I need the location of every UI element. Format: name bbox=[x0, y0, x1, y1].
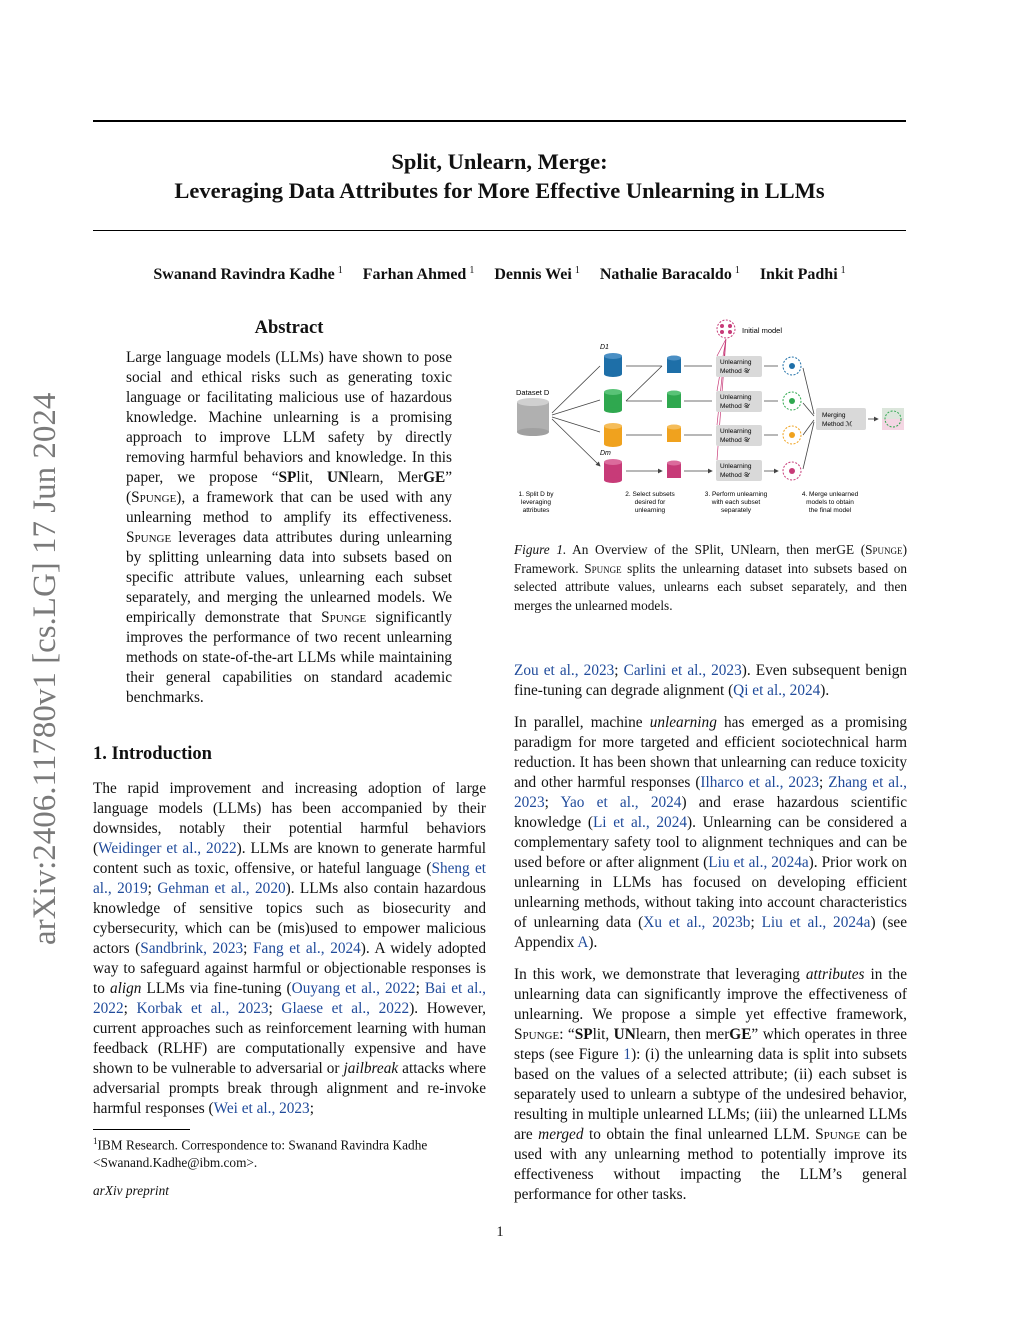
svg-text:desired for: desired for bbox=[634, 499, 666, 506]
unlearned-model-icon bbox=[783, 392, 801, 410]
initial-model-icon bbox=[717, 320, 735, 338]
citation-link[interactable]: Sandbrink, 2023 bbox=[140, 940, 244, 957]
svg-text:Unlearning: Unlearning bbox=[720, 463, 752, 470]
title-rule-top bbox=[93, 120, 906, 122]
citation-link[interactable]: Yao et al., 2024 bbox=[560, 794, 682, 811]
svg-text:Method 𝒰: Method 𝒰 bbox=[720, 403, 750, 410]
citation-link[interactable]: Xu et al., 2023b bbox=[643, 914, 751, 931]
citation-link[interactable]: Weidinger et al., 2022 bbox=[98, 840, 237, 857]
step-label-3 bbox=[705, 491, 768, 514]
svg-text:Unlearning: Unlearning bbox=[720, 359, 752, 366]
citation-link[interactable]: Zhang et al., 2023 bbox=[514, 774, 907, 811]
citation-link[interactable]: Korbak et al., 2023 bbox=[136, 1000, 269, 1017]
author: Nathalie Baracaldo $^1$ bbox=[599, 265, 740, 284]
selected-subset-icon bbox=[667, 356, 681, 374]
citation-link[interactable]: Ouyang et al., 2022 bbox=[291, 980, 416, 997]
citation-link[interactable]: Li et al., 2024 bbox=[592, 814, 687, 831]
svg-text:4. Merge unlearned: 4. Merge unlearned bbox=[801, 491, 859, 498]
svg-text:2. Select subsets: 2. Select subsets bbox=[625, 491, 675, 498]
citation-link[interactable]: Gehman et al., 2020 bbox=[157, 880, 286, 897]
subset-cylinder-icon bbox=[604, 423, 622, 447]
figure-link[interactable]: 1 bbox=[623, 1046, 632, 1063]
step-label-1 bbox=[518, 491, 554, 514]
author-list bbox=[93, 265, 906, 284]
svg-text:leveraging: leveraging bbox=[521, 499, 551, 506]
author: Farhan Ahmed $^1$ bbox=[362, 265, 475, 284]
unlearned-model-icon bbox=[783, 357, 801, 375]
figure-1-caption: Figure 1. An Overview of the SPlit, UNlearn, then merGE (Spunge) Framework. Spunge splits the unlearning dataset into subsets based on selected attribute values, unlearns each subset separately, and then merges the unlearned models. bbox=[514, 542, 907, 613]
svg-text:separately: separately bbox=[721, 507, 751, 514]
citation-link[interactable]: Ilharco et al., 2023 bbox=[700, 774, 819, 791]
subset-cylinder-icon bbox=[604, 459, 622, 483]
unlearning-method-box bbox=[716, 391, 762, 412]
svg-text:unlearning: unlearning bbox=[634, 507, 666, 514]
merging-method-box bbox=[816, 408, 866, 430]
abstract-heading: Abstract bbox=[254, 318, 324, 338]
svg-text:1. Split D by: 1. Split D by bbox=[518, 491, 554, 498]
citation-link[interactable]: Zou et al., 2023 bbox=[514, 662, 615, 679]
unlearned-model-icon bbox=[783, 462, 801, 480]
footnote-rule bbox=[93, 1129, 190, 1130]
unlearned-model-icon bbox=[783, 426, 801, 444]
right-column-text bbox=[514, 661, 907, 1217]
unlearning-method-box bbox=[716, 460, 762, 481]
svg-text:attributes: attributes bbox=[522, 507, 550, 514]
author: Dennis Wei $^1$ bbox=[494, 265, 580, 284]
arxiv-identifier: arXiv:2406.11780v1 [cs.LG] 17 Jun 2024 bbox=[27, 392, 63, 945]
citation-link[interactable]: Fang et al., 2024 bbox=[253, 940, 361, 957]
citation-link[interactable]: Liu et al., 2024a bbox=[761, 914, 871, 931]
appendix-link[interactable]: A bbox=[577, 934, 589, 951]
svg-text:Merging: Merging bbox=[822, 412, 846, 419]
paragraph: In parallel, machine unlearning has emerged as a promising paradigm for more targeted and efficient sociotechnical harm reduction. It has been shown that unlearning can reduce toxicity and other harmful responses (Ilharco et al., 2023; Zhang et al., 2023; Yao et al., 2024) and erase hazardous scientific knowledge (Li et al., 2024). Unlearning can be considered a complementary safety tool to alignment techniques and can be used before or after alignment (Liu et al., 2024a). Prior work on unlearning in LLMs has focused on developing efficient unlearning methods, without taking into account characteristics of unlearning data (Xu et al., 2023b; Liu et al., 2024a) (see Appendix A). bbox=[514, 714, 908, 951]
svg-text:models to obtain: models to obtain bbox=[806, 499, 854, 506]
unlearning-method-box bbox=[716, 356, 762, 377]
citation-link[interactable]: Liu et al., 2024a bbox=[708, 854, 809, 871]
citation-link[interactable]: Glaese et al., 2022 bbox=[281, 1000, 410, 1017]
svg-text:Method 𝒰: Method 𝒰 bbox=[720, 368, 750, 375]
paragraph: Zou et al., 2023; Carlini et al., 2023). Even subsequent benign fine-tuning can degrade alignment (Qi et al., 2024). bbox=[514, 662, 907, 699]
subset-dm-label: Dm bbox=[600, 450, 611, 457]
subset-cylinder-icon bbox=[604, 389, 622, 413]
dataset-label: Dataset D bbox=[516, 388, 550, 397]
footer-venue: arXiv preprint bbox=[93, 1183, 169, 1198]
svg-text:Unlearning: Unlearning bbox=[720, 428, 752, 435]
title-rule-bottom bbox=[93, 230, 906, 231]
selected-subset-icon bbox=[667, 461, 681, 479]
author: Swanand Ravindra Kadhe $^1$ bbox=[153, 265, 343, 284]
left-column-text bbox=[93, 779, 486, 1131]
subset-d1-label: D1 bbox=[600, 344, 609, 351]
final-model-icon bbox=[882, 408, 904, 430]
page-number: 1 bbox=[496, 1224, 504, 1240]
unlearning-method-box bbox=[716, 425, 762, 446]
svg-text:Method 𝒰: Method 𝒰 bbox=[720, 437, 750, 444]
citation-link[interactable]: Wei et al., 2023 bbox=[213, 1100, 310, 1117]
svg-text:3. Perform unlearning: 3. Perform unlearning bbox=[704, 491, 768, 498]
section-heading-introduction: 1. Introduction bbox=[93, 744, 212, 764]
svg-text:Method ℳ: Method ℳ bbox=[822, 421, 853, 428]
svg-text:the final model: the final model bbox=[808, 507, 852, 514]
figure-1-diagram bbox=[512, 318, 912, 523]
svg-text:Unlearning: Unlearning bbox=[720, 394, 752, 401]
selected-subset-icon bbox=[667, 391, 681, 409]
citation-link[interactable]: Bai et al., 2022 bbox=[93, 980, 486, 1017]
citation-link[interactable]: Carlini et al., 2023 bbox=[623, 662, 742, 679]
subset-cylinder-icon bbox=[604, 353, 622, 377]
svg-text:Method 𝒰: Method 𝒰 bbox=[720, 472, 750, 479]
initial-model-label: Initial model bbox=[742, 326, 783, 335]
footnote: $^1$IBM Research. Correspondence to: Swanand Ravindra Kadhe <Swanand.Kadhe@ibm.com>. bbox=[93, 1136, 428, 1171]
step-label-2 bbox=[625, 491, 675, 514]
citation-link[interactable]: Qi et al., 2024 bbox=[733, 682, 821, 699]
paragraph: The rapid improvement and increasing adoption of large language models (LLMs) has been accompanied by their downsides, notably their potential harmful behaviors (Weidinger et al., 2022). LLMs are known to generate harmful content such as toxic, offensive, or hateful language (Sheng et al., 2019; Gehman et al., 2020). LLMs also contain hazardous knowledge of sensitive topics such as biosecurity and cybersecurity, which can be (mis)used to empower malicious actors (Sandbrink, 2023; Fang et al., 2024). A widely adopted way to safeguard against harmful or objectionable responses is to align LLMs via fine-tuning (Ouyang et al., 2022; Bai et al., 2022; Korbak et al., 2023; Glaese et al., 2022). However, current approaches such as reinforcement learning with human feedback (RLHF) are computationally expensive and have shown to be vulnerable to adversarial or jailbreak attacks where adversarial prompts break through alignment and re-invoke harmful responses (Wei et al., 2023; bbox=[93, 780, 486, 1117]
step-label-4 bbox=[802, 491, 859, 514]
paper-title-line-2: Leveraging Data Attributes for More Effective Unlearning in LLMs bbox=[174, 178, 825, 203]
svg-text:with each subset: with each subset bbox=[711, 499, 761, 506]
citation-link[interactable]: Sheng et al., 2019 bbox=[93, 860, 486, 897]
abstract-body: Large language models (LLMs) have shown to pose social and ethical risks such as generating toxic language or facilitating malicious use of hazardous knowledge. Machine unlearning is a promising approach to improve LLM safety by directly removing harmful behaviors and knowledge. In this paper, we propose “SPlit, UNlearn, MerGE” (Spunge), a framework that can be used with any unlearning method to amplify its effectiveness. Spunge leverages data attributes during unlearning by splitting unlearning data into subsets based on specific attribute values, unlearning each subset separately, and merging the unlearned models. We empirically demonstrate that Spunge significantly improves the performance of two recent unlearning methods on state-of-the-art LLMs while maintaining their general capabilities on standard academic benchmarks. bbox=[126, 349, 452, 706]
selected-subset-icon bbox=[667, 425, 681, 443]
paper-title-line-1: Split, Unlearn, Merge: bbox=[391, 149, 608, 174]
dataset-cylinder-icon bbox=[517, 398, 549, 436]
author: Inkit Padhi $^1$ bbox=[759, 265, 846, 284]
paragraph: In this work, we demonstrate that leveraging attributes in the unlearning data can significantly improve the effectiveness of unlearning. We propose a simple yet effective framework, Spunge: “SPlit, UNlearn, then merGE” which operates in three steps (see Figure 1): (i) the unlearning data is split into subsets based on the values of a selected attribute; (ii) each subset is separately used to unlearn a subtype of the undesired behavior, resulting in multiple unlearned LLMs; (iii) the unlearned LLMs are merged to obtain the final unlearned LLM. Spunge can be used with any unlearning method to potentially improve its effectiveness without impacting the LLM’s general performance for other tasks. bbox=[514, 966, 907, 1203]
